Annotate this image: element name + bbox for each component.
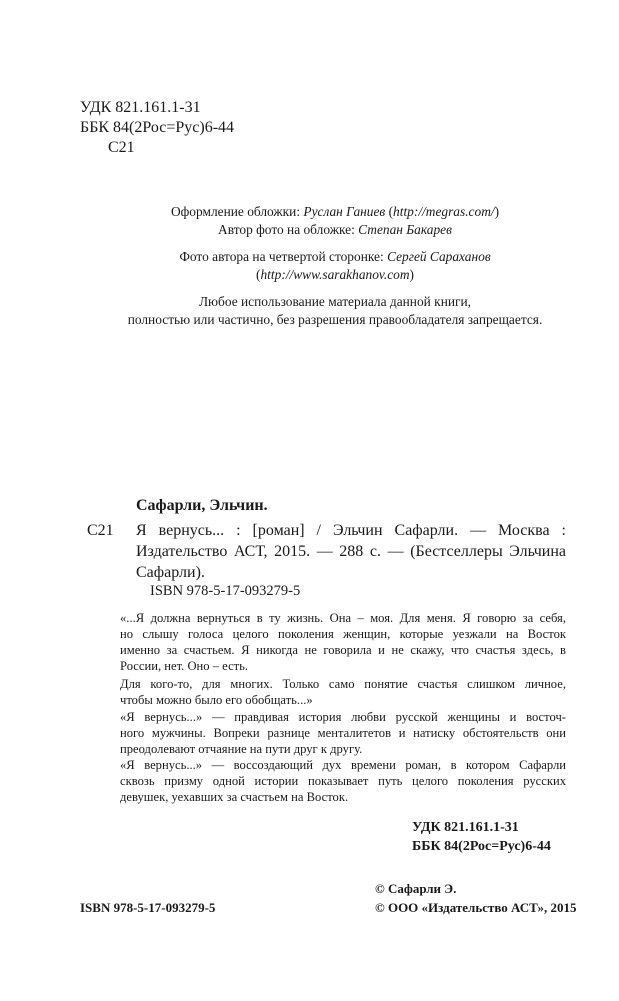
- back-photographer-name: Сергей Сараханов: [387, 249, 491, 264]
- bib-description: [136, 520, 566, 583]
- annotation-paragraph-3: «Я вернусь...» — правдивая история любви русской женщины и восточ- ного мужчины. Вопреки разнице менталитетов и натиску обстоятельств они преодолевают отчаяние на пути друг к другу.: [120, 710, 566, 756]
- back-photo-credit: Фото автора на четвертой сторонке: Сергей Сараханов: [179, 249, 491, 264]
- annotation-paragraph-1: «...Я должна вернуться в ту жизнь. Она – моя. Для меня. Я говорю за себя, но слышу голоса целого поколения женщин, которые уезжали на Восток именно за счастьем. Я никогда не говорила и не скажу, что счастья здесь, в России, нет. Оно – есть.: [120, 611, 566, 673]
- bib-line-2: Издательство АСТ, 2015. — 288 с. — (Бестселлеры Эльчина: [136, 543, 566, 560]
- footer-isbn: ISBN 978-5-17-093279-5: [80, 900, 216, 915]
- cover-design-credit: Оформление обложки: Руслан Ганиев (http://megras.com/): [170, 204, 500, 219]
- copyright-author: © Сафарли Э.: [375, 881, 457, 896]
- bib-isbn: ISBN 978-5-17-093279-5: [150, 583, 301, 599]
- cover-photographer-name: Степан Бакарев: [358, 222, 452, 237]
- bib-line-3: Сафарли).: [136, 564, 205, 581]
- cover-designer-url: http://megras.com/: [393, 204, 495, 219]
- cover-designer-name: Руслан Ганиев: [303, 204, 386, 219]
- credits-block: [80, 203, 590, 329]
- annotation-paragraph-2: Для кого-то, для многих. Только само понятие счастья слишком личное, чтобы можно было его обобщать...»: [120, 677, 566, 707]
- copyright-notice-line-1: Любое использование материала данной книги,: [198, 294, 472, 309]
- udk-code: УДК 821.161.1-31: [80, 99, 201, 116]
- bib-author: Сафарли, Эльчин.: [136, 497, 268, 514]
- bib-author-mark: С21: [87, 522, 114, 539]
- bib-line-1: Я вернусь... : [роман] / Эльчин Сафарли. — Москва :: [136, 522, 566, 539]
- back-photographer-url: http://www.sarakhanov.com: [260, 267, 410, 282]
- annotation-paragraph-4: «Я вернусь...» — воссоздающий дух времени роман, в котором Сафарли сквозь призму одной истории показывает путь целого поколения русских девушек, уехавших за счастьем на Восток.: [120, 758, 566, 804]
- copyright-notice-line-2: полностью или частично, без разрешения правообладателя запрещается.: [127, 312, 543, 327]
- back-photo-url-line: (http://www.sarakhanov.com): [256, 267, 414, 282]
- cover-photo-credit: Автор фото на обложке: Степан Бакарев: [218, 222, 452, 237]
- bbk-code: ББК 84(2Рос=Рус)6-44: [80, 119, 235, 136]
- author-mark: С21: [108, 139, 135, 156]
- copyright-publisher: © ООО «Издательство АСТ», 2015: [375, 900, 577, 915]
- footer-udk: УДК 821.161.1-31: [412, 820, 519, 835]
- footer-bbk: ББК 84(2Рос=Рус)6-44: [412, 839, 551, 854]
